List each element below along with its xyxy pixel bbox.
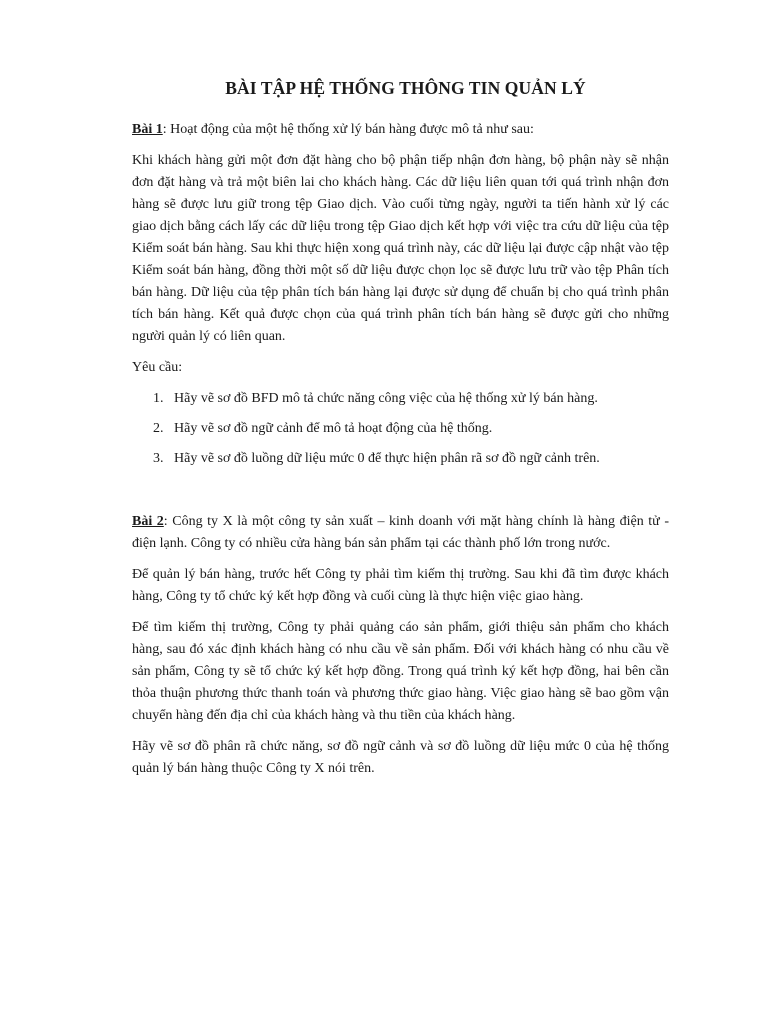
requirement-number: 3. <box>153 451 164 466</box>
exercise-2-paragraph: Hãy vẽ sơ đồ phân rã chức năng, sơ đồ ngữ cảnh và sơ đồ luồng dữ liệu mức 0 của hệ thống quản lý bán hàng thuộc Công ty X nói trên. <box>132 739 669 776</box>
exercise-2-intro: : Công ty X là một công ty sản xuất – kinh doanh với mặt hàng chính là hàng điện tử - điện lạnh. Công ty có nhiều cửa hàng bán sản phẩm tại các thành phố lớn trong nước. <box>132 514 669 551</box>
requirement-text: Hãy vẽ sơ đồ BFD mô tả chức năng công việc của hệ thống xử lý bán hàng. <box>174 391 598 406</box>
exercise-1-label: Bài 1 <box>132 122 163 137</box>
requirement-text: Hãy vẽ sơ đồ ngữ cảnh để mô tả hoạt động của hệ thống. <box>174 421 493 436</box>
document-title: BÀI TẬP HỆ THỐNG THÔNG TIN QUẢN LÝ <box>225 78 586 98</box>
exercise-1-heading <box>132 119 669 141</box>
requirements-label: Yêu cầu: <box>132 360 183 375</box>
requirement-text: Hãy vẽ sơ đồ luồng dữ liệu mức 0 để thực hiện phân rã sơ đồ ngữ cảnh trên. <box>174 451 600 466</box>
requirement-number: 1. <box>153 391 164 406</box>
requirement-item <box>132 418 669 440</box>
exercise-2-paragraph: Để tìm kiếm thị trường, Công ty phải quảng cáo sản phẩm, giới thiệu sản phẩm cho khách hàng, sau đó xác định khách hàng có nhu cầu về sản phẩm. Đối với khách hàng có nhu cầu về sản phẩm, Công ty sẽ tổ chức ký kết hợp đồng. Trong quá trình ký kết hợp đồng, hai bên cần thỏa thuận phương thức thanh toán và phương thức giao hàng. Việc giao hàng sẽ bao gồm vận chuyển hàng đến địa chỉ của khách hàng và thu tiền của khách hàng. <box>132 620 669 723</box>
requirement-number: 2. <box>153 421 164 436</box>
exercise-1 <box>132 119 669 470</box>
requirement-item <box>132 448 669 470</box>
exercise-2-heading <box>132 511 669 555</box>
requirement-item <box>132 388 669 410</box>
document-page <box>132 78 669 789</box>
exercise-2-label: Bài 2 <box>132 514 164 529</box>
requirements-list <box>132 388 669 470</box>
exercise-2-paragraph: Để quản lý bán hàng, trước hết Công ty phải tìm kiếm thị trường. Sau khi đã tìm được khách hàng, Công ty tổ chức ký kết hợp đồng và cuối cùng là thực hiện việc giao hàng. <box>132 567 669 604</box>
exercise-2 <box>132 511 669 780</box>
section-spacer <box>132 478 669 511</box>
exercise-1-paragraph: Khi khách hàng gửi một đơn đặt hàng cho bộ phận tiếp nhận đơn hàng, bộ phận này sẽ nhận đơn đặt hàng và trả một biên lai cho khách hàng. Các dữ liệu liên quan tới quá trình nhận đơn hàng sẽ được lưu giữ trong tệp Giao dịch. Vào cuối từng ngày, người ta tiến hành xử lý các giao dịch bằng cách lấy các dữ liệu trong tệp Giao dịch kết hợp với việc tra cứu dữ liệu của tệp Kiểm soát bán hàng. Sau khi thực hiện xong quá trình này, các dữ liệu lại được cập nhật vào tệp Kiểm soát bán hàng, đồng thời một số dữ liệu được chọn lọc sẽ được lưu trữ vào tệp Phân tích bán hàng. Dữ liệu của tệp phân tích bán hàng lại được sử dụng để chuẩn bị cho quá trình phân tích bán hàng. Kết quả được chọn của quá trình phân tích bán hàng sẽ được gửi cho những người quản lý có liên quan. <box>132 153 669 344</box>
exercise-1-intro: : Hoạt động của một hệ thống xử lý bán hàng được mô tả như sau: <box>162 122 534 137</box>
